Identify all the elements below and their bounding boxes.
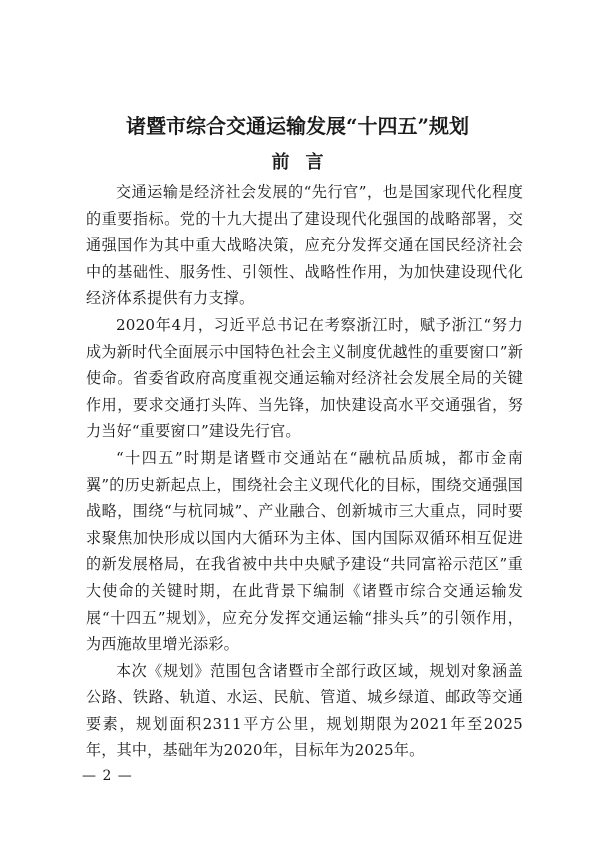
paragraph: 2020年4月，习近平总书记在考察浙江时，赋予浙江“努力成为新时代全面展示中国特色社会主义制度优越性的重要窗口”新使命。省委省政府高度重视交通运输对经济社会发展全局的关键作用，要求交通打头阵、当先锋，加快建设高水平交通强省，努力当好“重要窗口”建设先行官。 [86,315,523,441]
page-number: — 2 — [82,768,133,784]
paragraph: “十四五”时期是诸暨市交通站在“融杭品质城，都市金南翼”的历史新起点上，围绕社会主义现代化的目标，围绕交通强国战略，围绕“与杭同城”、产业融合、创新城市三大重点，同时要求聚焦加快形成以国内大循环为主体、国内国际双循环相互促进的新发展格局，在我省被中共中央赋予建设“共同富裕示范区”重大使命的关键时期，在此背景下编制《诸暨市综合交通运输发展“十四五”规划》，应充分发挥交通运输“排头兵”的引领作用，为西施故里增光添彩。 [86,448,523,654]
document-title: 诸暨市综合交通运输发展“十四五”规划 [125,114,469,138]
paragraph: 交通运输是经济社会发展的“先行官”，也是国家现代化程度的重要指标。党的十九大提出了建设现代化强国的战略部署，交通强国作为其中重大战略决策，应充分发挥交通在国民经济社会中的基础性、服务性、引领性、战略性作用，为加快建设现代化经济体系提供有力支撑。 [86,183,523,308]
paragraph: 本次《规划》范围包含诸暨市全部行政区域，规划对象涵盖公路、铁路、轨道、水运、民航、管道、城乡绿道、邮政等交通要素，规划面积2311平方公里，规划期限为2021年至2025年，其中，基础年为2020年，目标年为2025年。 [86,661,523,760]
section-heading: 前言 [271,152,340,173]
body-text [86,179,523,764]
